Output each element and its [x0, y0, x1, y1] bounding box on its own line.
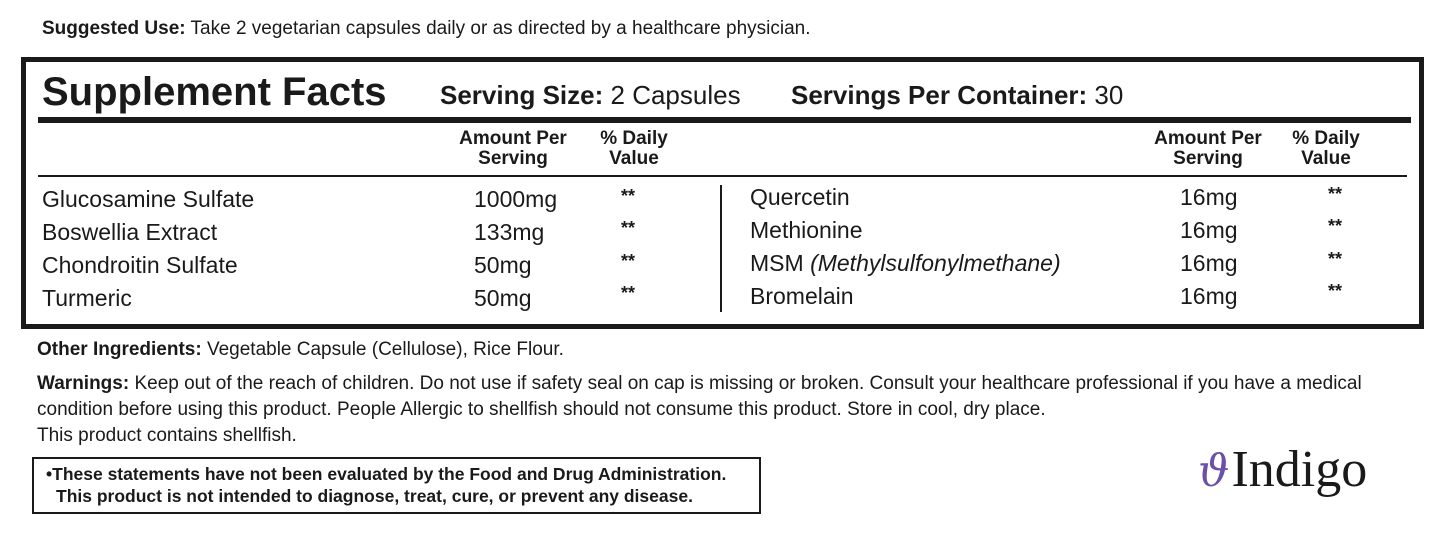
ingredient-name: Chondroitin Sulfate: [42, 252, 238, 278]
ingredient-dv: **: [621, 283, 636, 303]
warnings-paragraph: [37, 371, 1412, 423]
servings-per-value: 30: [1087, 80, 1124, 110]
ingredient-amount: 50mg: [474, 252, 532, 278]
warnings: [37, 371, 1412, 449]
ingredient-amount: 16mg: [1180, 184, 1238, 210]
suggested-use-label: Suggested Use:: [42, 18, 186, 39]
column-divider: [720, 185, 722, 312]
warnings-text: Keep out of the reach of children. Do not use if safety seal on cap is missing or broken. Consult your healthcare professional if you have a medical condition before using this product. People Allergic to shellfish should not consume this product. Store in cool, dry place.: [37, 373, 1362, 420]
ingredient-amount: 16mg: [1180, 217, 1238, 243]
col-header-amount-line2: Serving: [478, 148, 548, 169]
ingredient-name: MSM: [750, 250, 804, 276]
fda-disclaimer-box: [32, 457, 761, 514]
ingredient-name: Bromelain: [750, 283, 854, 309]
ingredient-name-msm: [750, 250, 1061, 277]
servings-per-container: [791, 80, 1123, 111]
ingredient-amount: 133mg: [474, 219, 545, 245]
col-header-dv-line2: Value: [1301, 148, 1351, 169]
thick-divider: [38, 117, 1411, 123]
indigo-logo-text: Indigo: [1231, 441, 1368, 498]
suggested-use-text: Take 2 vegetarian capsules daily or as directed by a healthcare physician.: [185, 18, 811, 39]
servings-per-label: Servings Per Container:: [791, 80, 1088, 110]
warnings-shellfish: This product contains shellfish.: [37, 425, 297, 446]
ingredient-amount: 16mg: [1180, 250, 1238, 276]
disclaimer-line-2: This product is not intended to diagnose, treat, cure, or prevent any disease.: [56, 486, 693, 506]
ingredient-amount: 1000mg: [474, 186, 558, 212]
col-header-dv-line1: % Daily: [600, 128, 668, 149]
other-ingredients: [37, 339, 564, 361]
suggested-use: [42, 18, 811, 40]
header-divider: [38, 175, 1407, 177]
col-header-dv-right: [1281, 129, 1371, 169]
col-header-amount-line1: Amount Per: [1154, 128, 1262, 149]
col-header-dv-line1: % Daily: [1292, 128, 1360, 149]
ingredient-dv: **: [1328, 184, 1343, 204]
ingredient-amount: 16mg: [1180, 283, 1238, 309]
ingredient-amount: 50mg: [474, 285, 532, 311]
ingredient-dv: **: [1328, 249, 1343, 269]
col-header-dv-left: [589, 129, 679, 169]
col-header-amount-line1: Amount Per: [459, 128, 567, 149]
ingredient-dv: **: [621, 251, 636, 271]
ingredient-name: Glucosamine Sulfate: [42, 186, 255, 212]
ingredient-qualifier: (Methylsulfonylmethane): [810, 250, 1061, 276]
col-header-dv-line2: Value: [609, 148, 659, 169]
other-ingredients-text: Vegetable Capsule (Cellulose), Rice Flour.: [201, 339, 564, 360]
col-header-amount-line2: Serving: [1173, 148, 1243, 169]
indigo-logo-mark-icon: ϑ: [1198, 446, 1230, 497]
ingredient-dv: **: [621, 186, 636, 206]
ingredient-name: Methionine: [750, 217, 863, 243]
warnings-label: Warnings:: [37, 373, 130, 394]
facts-title: Supplement Facts: [42, 70, 387, 114]
ingredient-name: Quercetin: [750, 184, 850, 210]
ingredient-name: Boswellia Extract: [42, 219, 218, 245]
ingredient-dv: **: [621, 218, 636, 238]
serving-size-label: Serving Size:: [440, 80, 604, 110]
ingredient-name: Turmeric: [42, 285, 132, 311]
ingredient-dv: **: [1328, 281, 1343, 301]
col-header-amount-right: [1147, 129, 1269, 169]
supplement-facts-panel: [21, 57, 1424, 329]
other-ingredients-label: Other Ingredients:: [37, 339, 202, 360]
ingredient-dv: **: [1328, 216, 1343, 236]
serving-size: [440, 80, 741, 111]
serving-size-value: 2 Capsules: [603, 80, 741, 110]
disclaimer-line-1: •These statements have not been evaluated by the Food and Drug Administration.: [46, 464, 727, 484]
col-header-amount-left: [452, 129, 574, 169]
indigo-logo: [1198, 440, 1367, 499]
